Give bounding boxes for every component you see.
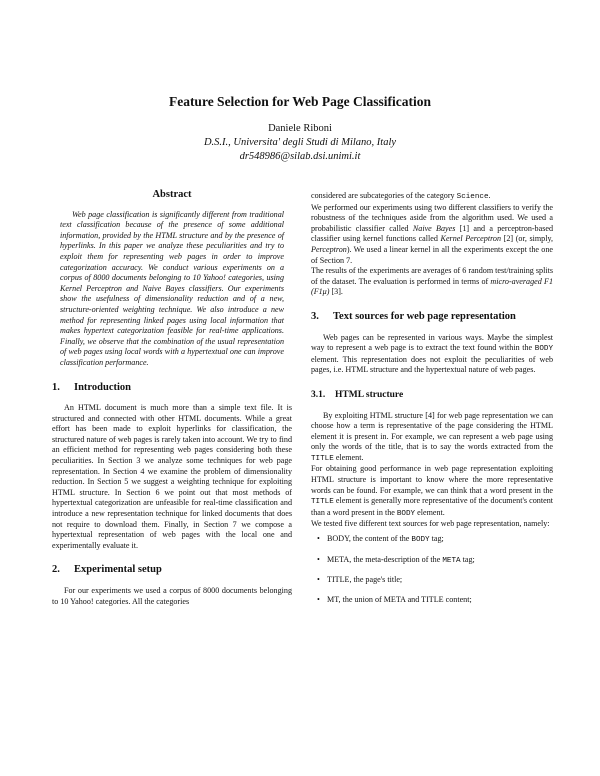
- abstract-body: [60, 210, 284, 369]
- abstract-text: Web page classification is significantly different from traditional text classification because of the presence of some additional information, provided by the HTML structure and by the presence of hyperlinks. In this paper we analyze these peculiarities and try to exploit them for representing web pages in order to improve categorization accuracy. We conduct various experiments on a corpus of 8000 documents belonging to 10 Yahoo! categories, using Kernel Perceptron and Naive Bayes classifiers. Our experiments show the usefulness of dimensionality reduction and of a new, structure-oriented weighting technique. We also introduce a new method for representing linked pages using local information that makes hypertext categorization feasible for real-time applications. Finally, we observe that the combination of the usual representation of web pages using local words with a hypertextual one can improve classification performance.: [60, 209, 284, 367]
- section-title: Experimental setup: [74, 564, 162, 576]
- left-column: [52, 190, 292, 607]
- italic-term: micro-averaged: [490, 276, 542, 286]
- html-structure-paragraph-3: We tested five different text sources for web page representation, namely:: [311, 519, 550, 529]
- italic-term: Naive Bayes: [412, 223, 456, 233]
- text-run: MT, the union of META and TITLE content;: [327, 594, 472, 604]
- text-run: We performed our experiments using two different classifiers to verify the robustness of the techniques aside from the algorithm used. We used a probabilistic classifier called: [311, 202, 553, 233]
- section-3-heading: [311, 312, 553, 323]
- setup-paragraph-2: [311, 203, 553, 267]
- math-term: F1 (F1μ): [311, 276, 553, 297]
- setup-paragraph-1-cont: [311, 191, 553, 203]
- text-run: BODY, the content of the: [327, 534, 410, 544]
- section-title: HTML structure: [335, 389, 404, 400]
- bullet-icon: •: [317, 594, 320, 604]
- section-1-body: [52, 403, 292, 551]
- code-term: BODY: [411, 536, 430, 545]
- sources-paragraph: [311, 333, 553, 376]
- section-number: 1.: [52, 381, 60, 393]
- text-run: [2] (or, simply,: [503, 234, 553, 244]
- setup-paragraph-3: [311, 266, 553, 298]
- section-3-body: [311, 333, 553, 376]
- text-run: ). We used a linear kernel in all the experiments except the one of Section 7.: [311, 244, 553, 265]
- abstract-heading: Abstract: [152, 189, 192, 200]
- code-term: Science: [456, 193, 489, 201]
- italic-term: Perceptron: [311, 244, 347, 254]
- author-affiliation: D.S.I., Universita' degli Studi di Milano, Italy: [203, 137, 397, 148]
- code-term: META: [442, 556, 461, 565]
- section-number: 2.: [52, 564, 60, 576]
- section-title: Text sources for web page representation: [333, 310, 516, 322]
- list-item: [311, 555, 553, 567]
- list-item: [311, 534, 553, 546]
- code-term: BODY: [396, 509, 416, 518]
- list-item: [311, 595, 553, 606]
- section-number: 3.1.: [311, 389, 326, 400]
- setup-paragraph-1: For our experiments we used a corpus of 8000 documents belonging to 10 Yahoo! categories. All the categories: [52, 586, 292, 606]
- text-run: tag;: [431, 534, 444, 544]
- text-source-list: [311, 534, 553, 605]
- italic-term: Kernel Perceptron: [440, 234, 502, 244]
- code-term: BODY: [534, 345, 554, 354]
- section-title: Introduction: [74, 381, 131, 393]
- section-3-1-heading: [311, 390, 553, 401]
- text-run: [1] and a perceptron-based classifier using kernel functions called: [311, 223, 553, 244]
- text-run: tag;: [462, 554, 475, 564]
- bullet-icon: •: [317, 534, 320, 544]
- intro-paragraph: An HTML document is much more than a simple text file. It is structured and connected with other HTML documents. While a great effort has been made to exploit hyperlinks for classification, the structured nature of web pages is rarely taken into account. We try to find an efficient method for representing web pages considering both these peculiarities. In Section 3 we analyze some techniques for web page representation. In Section 4 we examine the problem of dimensionality reduction. In Section 5 we suggest a weighting technique for exploiting HTML structure. In Section 6 we point out that most methods of hypertextual categorization are unfeasible for real-time classification and introduce a new representation technique for linked documents that does not require to download them. Finally, in Section 7 we compose a hypertextual representation of web pages with the local one and experimentally evaluate it.: [52, 403, 292, 550]
- text-run: considered are subcategories of the category: [311, 191, 455, 200]
- text-run: META, the meta-description of the: [327, 554, 441, 564]
- code-term: TITLE: [311, 454, 334, 463]
- text-run: .: [488, 191, 491, 200]
- list-item: [311, 575, 553, 586]
- text-run: TITLE, the page's title;: [327, 575, 403, 585]
- text-run: Web pages can be represented in various ways. Maybe the simplest way to represent a web page is to extract the text found within the: [311, 332, 553, 353]
- author-email: dr548986@silab.dsi.unimi.it: [239, 151, 361, 162]
- section-1-heading: [52, 383, 292, 394]
- section-number: 3.: [311, 310, 319, 322]
- code-term: TITLE: [311, 498, 334, 507]
- text-run: For obtaining good performance in web page representation exploiting HTML structure is important to know where the more representative words can be found. For example, we can think that a word present in the: [311, 464, 553, 495]
- bullet-icon: •: [317, 575, 320, 585]
- bullet-icon: •: [317, 554, 320, 564]
- text-run: element is generally more representative of the document's content than a word present in the: [311, 496, 553, 517]
- text-run: The results of the experiments are averages of 6 random test/training splits of the dataset. The evaluation is performed in terms of: [311, 266, 553, 286]
- paper-title: Feature Selection for Web Page Classification: [168, 94, 432, 109]
- text-run: By exploiting HTML structure [4] for web page representation we can choose how a term is representative of the page considering the HTML element it is present in. For example, we can represent a web page using only the words of the title, that is to say the words extracted from the: [311, 410, 553, 452]
- text-run: element.: [335, 452, 364, 462]
- section-2-heading: [52, 565, 292, 576]
- section-2-body-start: [52, 586, 292, 607]
- author-name: Daniele Riboni: [268, 123, 332, 134]
- section-3-1-body: [311, 411, 553, 606]
- text-run: element.: [417, 507, 445, 517]
- section-2-body-cont: [311, 191, 553, 298]
- html-structure-paragraph-2: [311, 464, 553, 519]
- text-run: [3].: [331, 287, 343, 297]
- html-structure-paragraph-1: [311, 411, 553, 465]
- text-run: element. This representation does not exploit the peculiarities of web pages, i.e. HTML structure and the hypertextual nature of web pages.: [311, 354, 553, 375]
- right-column: [311, 191, 553, 614]
